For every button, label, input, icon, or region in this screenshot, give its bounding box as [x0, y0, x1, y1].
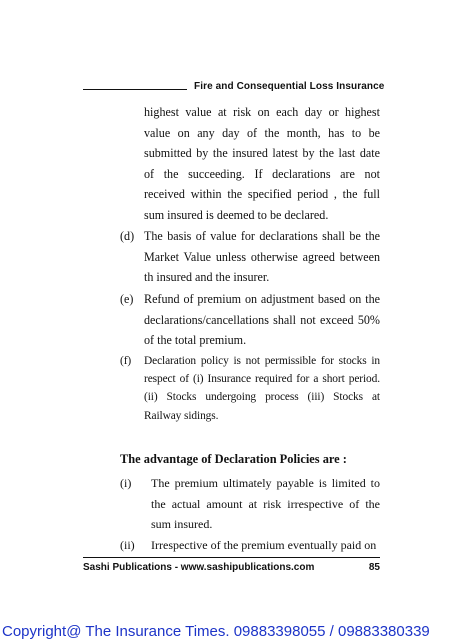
copyright-watermark: Copyright@ The Insurance Times. 09883398055 / 09883380339 — [2, 623, 430, 640]
section-heading: The advantage of Declaration Policies are : — [120, 452, 347, 466]
list-marker: (f) — [120, 355, 132, 367]
footer-rule — [83, 557, 380, 558]
advantage-item-i — [120, 473, 380, 535]
list-item-text: Irrespective of the premium eventually paid on — [151, 538, 377, 552]
running-header-title: Fire and Consequential Loss Insurance — [194, 81, 385, 92]
list-marker: (ii) — [120, 538, 135, 552]
list-item-f — [120, 352, 380, 425]
list-marker: (i) — [120, 476, 132, 490]
list-item-d — [120, 226, 380, 288]
footer-publisher: Sashi Publications - www.sashipublications.com — [83, 562, 315, 573]
page-number: 85 — [368, 562, 380, 573]
list-item-text: The basis of value for declarations shall be the Market Value unless otherwise agreed between th insured and the insurer. — [144, 229, 380, 285]
list-item-text: Declaration policy is not permissible for stocks in respect of (i) Insurance required for a short period. (ii) Stocks undergoing process (iii) Stocks at Railway sidings. — [144, 355, 380, 422]
list-item-e — [120, 289, 380, 351]
advantage-item-ii — [120, 535, 380, 556]
list-marker: (e) — [120, 292, 134, 306]
continuation-paragraph: highest value at risk on each day or highest value on any day of the month, has to be submitted by the insured latest by the last date of the succeeding. If declarations are not received within the specified period , the full sum insured is deemed to be declared. — [144, 105, 380, 222]
list-item-text: The premium ultimately payable is limited to the actual amount at risk irrespective of the sum insured. — [151, 476, 380, 532]
list-marker: (d) — [120, 229, 135, 243]
header-rule — [83, 89, 187, 90]
list-item-text: Refund of premium on adjustment based on the declarations/cancellations shall not exceed 50% of the total premium. — [144, 292, 380, 348]
